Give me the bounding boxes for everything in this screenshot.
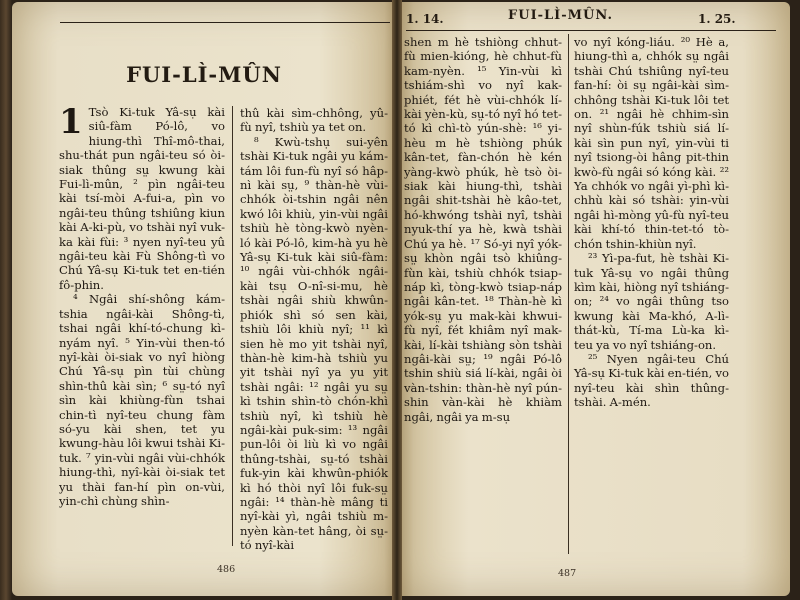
running-header-right: 1. 25.	[698, 12, 736, 26]
running-header-title: FUI-LÌ-MÛN.	[508, 8, 613, 23]
left-column-2	[240, 106, 388, 553]
chapter-number: 1	[59, 102, 83, 142]
column-separator	[232, 106, 233, 546]
column-separator	[568, 34, 569, 554]
page-number: 487	[558, 568, 577, 579]
verse-paragraph: vo nyî kóng-liáu. ²⁰ Hè a, hiung-thì a, chhók sṳ ngâi tshài Chú tshiûng nyî-teu fan-hí: òi sṳ ngâi-kài sìm-chhông tshài Ki-tuk lôi tet on. ²¹ ngâi hè chhim-sìn nyî shùn-fúk tshiù siá lí-kài sìn pun nyî, yin-vùi ti nyî tsiong-òi hâng pit-thin kwò-fù ngâi só kóng kài. ²² Ya chhók vo ngâi yì-phì kì-chhù kài só tshài: yin-vùi ngâi hì-mòng yû-fù nyî-teu kài khí-tó thin-tet-tó tò-chón tshin-khiùn nyî.	[574, 35, 729, 251]
right-column-2	[574, 35, 729, 410]
header-rule	[406, 30, 776, 31]
verse-paragraph: thû kài sìm-chhông, yû-fù nyî, tshiù ya tet on.	[240, 106, 388, 135]
running-header-left: 1. 14.	[406, 12, 444, 26]
page-number: 486	[217, 564, 236, 575]
verse-paragraph: ⁸ Kwù-tshụ sui-yên tshài Ki-tuk ngâi yu kám-tám lôi fun-fù nyî só hâp-nì kài sṳ, ⁹ thàn-hè vùi-chhók òi-tshin ngâi nên kwó lôi khiù, yin-vùi ngâi tshiù hè tòng-kwò nyèn-ló kài Pó-lô, kim-hà yu hè Yâ-sụ Ki-tuk kài siû-fàm: ¹⁰ ngâi vùi-chhók ngâi-kài tsụ O-nî-si-mu, hè tshài ngâi shiù khwûn-phiók shì só sen kài, tshiù lôi khiù nyî; ¹¹ kì sien hè mo yit tshài nyî, thàn-hè kim-hà tshiù yu yit tshài nyî ya yu yit tshài ngâi: ¹² ngâi yu sṳ kì tshin shìn-tò chón-khì tshiù nyî, kì tshiù hè ngâi-kài puk-sim: ¹³ ngâi pun-lôi òi liù kì vo ngâi thûng-tshài, sṳ-tó tshài fuk-yin kài khwûn-phiók kì hó thòi nyî lôi fuk-sṳ ngâi: ¹⁴ thàn-hè mâng ti nyî-kài yì, ngâi tshiù m-nyèn kàn-tet hâng, òi sṳ-tó nyî-kài	[240, 134, 388, 553]
left-column-1	[59, 102, 225, 508]
top-rule	[60, 22, 390, 23]
book-title: FUI-LÌ-MÛN	[126, 62, 282, 87]
verse-paragraph: ⁴ Ngâi shí-shông kám-tshia ngâi-kài Shông-tì, tshai ngâi khí-tó-chung kì-nyám nyî. ⁵ Yin-vùi then-tó nyî-kài òi-siak vo nyî hiòng Chú Yâ-sụ pìn tùi chùng shìn-thû kài sìn; ⁶ sṳ-tó nyî sìn kài khiùng-fùn tshai chin-tì nyî-teu chung fàm só-yu kài shen, tet yu kwung-hàu lôi kwui tshài Ki-tuk. ⁷ yin-vùi ngâi vùi-chhók hiung-thì, nyî-kài òi-siak tet yu thài fan-hí pìn on-vùi, yin-chì chùng shìn-	[59, 292, 225, 508]
verse-paragraph: shen m hè tshiòng chhut-fù mien-kióng, hè chhut-fù kam-nyèn. ¹⁵ Yin-vùi kì tshiám-shì vo nyî kak-phiét, fét hè vùi-chhók lí-kài yèn-kù, sṳ-tó nyî hó tet-tó kì chì-tò yún-shè: ¹⁶ yi-hèu m hè tshiòng phúk kân-tet, fàn-chón hè kén yàng-kwò phúk, hè tsò òi-siak kài hiung-thì, tshài ngâi shit-tshài hè kâo-tet, hó-khwóng tshài nyî, tshài nyuk-thí ya hè, kwà tshài Chú ya hè. ¹⁷ Só-yi nyî yók-sṳ khòn ngâi tsò khiûng-fùn kài, tshiù chhók tsiap-náp kì, tòng-kwò tsiap-náp ngâi kân-tet. ¹⁸ Thàn-hè kì yók-sṳ yu mak-kài khwui-fù nyî, fét khiâm nyî mak-kài, lí-kài tshiàng sòn tshài ngâi-kài sṳ; ¹⁹ ngâi Pó-lô tshin shiù siá lí-kài, ngâi òi vàn-tshin: thàn-hè nyî pún-shin vàn-kài hè khiàm ngâi, ngâi ya m-sụ	[404, 35, 562, 424]
verse-paragraph: Tsò Ki-tuk Yâ-sụ kài siû-fàm Pó-lô, vo hiung-thì Thî-mô-thai, shu-thát pun ngâi-teu só òi-siak thûng sṳ kwung kài Fui-lì-mûn, ² pìn ngâi-teu kài tsí-mòi A-fui-a, pìn vo ngâi-teu thûng tshiûng kiun kài A-ki-pù, vo tshài nyî vuk-ka kài fùi: ³ nyen nyî-teu yû ngâi-teu kài Fù Shông-tì vo Chú Yâ-sụ Ki-tuk tet en-tién fô-phin.	[59, 105, 225, 292]
right-column-1	[404, 35, 562, 424]
left-page	[12, 2, 396, 596]
verse-paragraph: ²³ Yì-pa-fut, hè tshài Ki-tuk Yâ-sụ vo ngâi thûng kìm kài, hiòng nyî tshiáng-on; ²⁴ vo ngâi thûng tso kwung kài Ma-khó, A-lì-thát-kù, Tí-ma Lù-ka kì-teu ya vo nyî tshiáng-on.	[574, 251, 729, 352]
verse-paragraph: ²⁵ Nyen ngâi-teu Chú Yâ-sụ Ki-tuk kài en-tién, vo nyî-teu kài shìn thûng-tshài. A-mén.	[574, 351, 729, 410]
book-gutter	[392, 0, 402, 600]
right-page	[398, 2, 790, 596]
